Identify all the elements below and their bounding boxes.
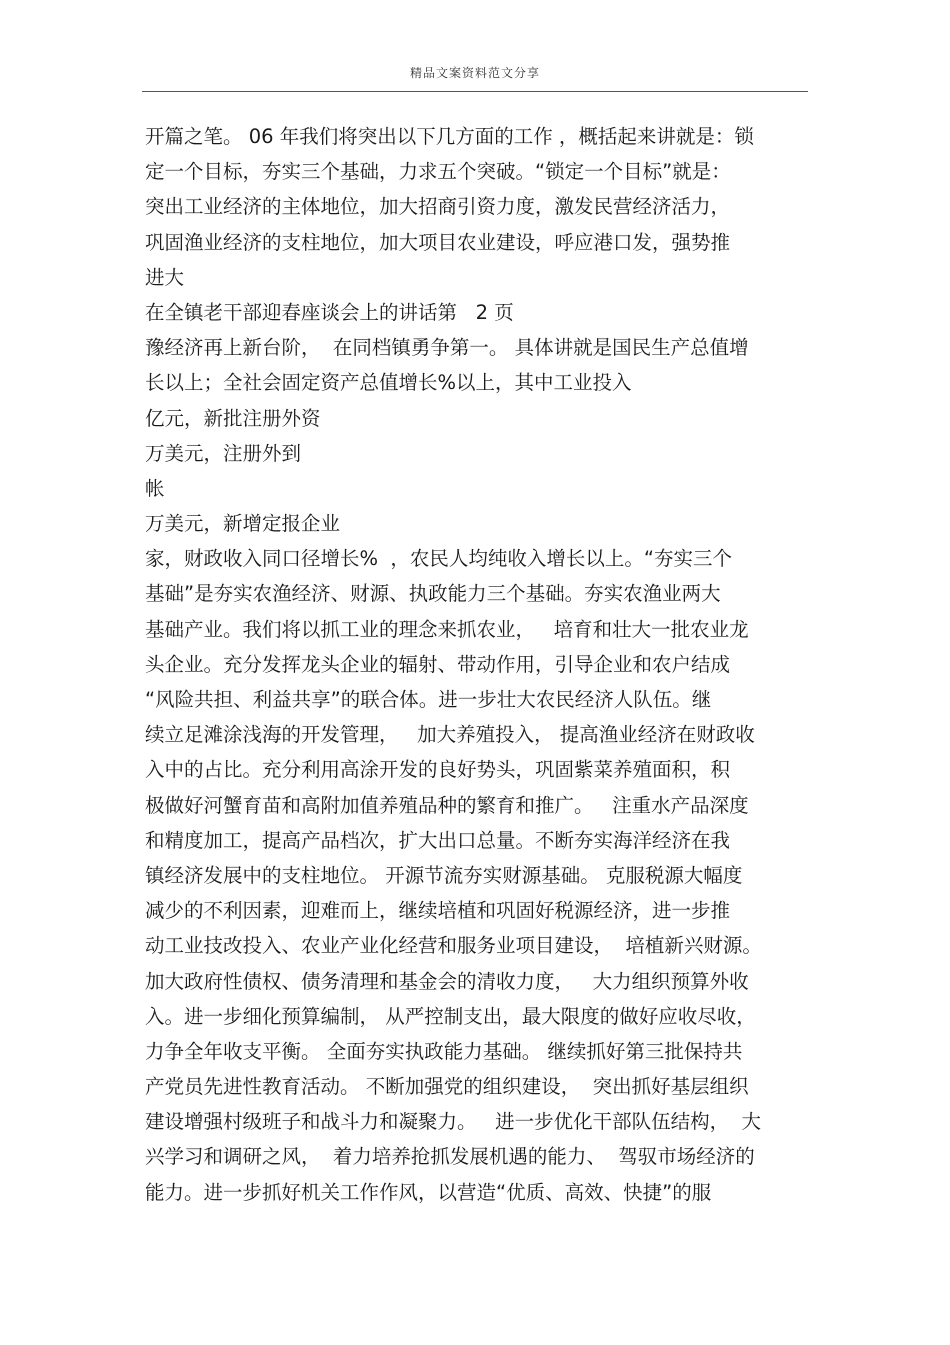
text-line: 进大 <box>145 265 185 289</box>
text-line: 开篇之笔。 06 年我们将突出以下几方面的工作 ，概括起来讲就是：锁 <box>145 125 754 148</box>
page-footer-title: 在全镇老干部迎春座谈会上的讲话第 2 页 <box>145 300 514 324</box>
header-divider <box>142 91 808 92</box>
text-line: 基础”是夯实农渔经济、财源、执政能力三个基础。夯实农渔业两大 <box>145 582 721 606</box>
text-line: 长以上；全社会固定资产总值增长%以上，其中工业投入 <box>145 371 632 395</box>
text-line: 镇经济发展中的支柱地位。 开源节流夯实财源基础。 克服税源大幅度 <box>145 863 743 887</box>
text-line: 基础产业。我们将以抓工业的理念来抓农业， 培育和壮大一批农业龙 <box>145 617 749 641</box>
text-line: 亿元，新批注册外资 <box>145 406 321 430</box>
text-line: “风险共担、利益共享”的联合体。进一步壮大农民经济人队伍。继 <box>145 688 712 711</box>
text-line: 和精度加工，提高产品档次，扩大出口总量。不断夯实海洋经济在我 <box>145 828 731 852</box>
text-line: 定一个目标，夯实三个基础，力求五个突破。“锁定一个目标”就是： <box>145 160 731 184</box>
text-line: 豫经济再上新台阶， 在同档镇勇争第一。 具体讲就是国民生产总值增 <box>145 336 749 360</box>
text-line: 入。进一步细化预算编制， 从严控制支出，最大限度的做好应收尽收， <box>145 1004 756 1028</box>
text-line: 建设增强村级班子和战斗力和凝聚力。 进一步优化干部队伍结构， 大 <box>145 1110 761 1134</box>
text-line: 能力。进一步抓好机关工作作风，以营造“优质、高效、快捷”的服 <box>145 1180 712 1204</box>
text-line: 加大政府性债权、债务清理和基金会的清收力度， 大力组织预算外收 <box>145 969 749 993</box>
document-body <box>145 119 815 1210</box>
text-line: 家，财政收入同口径增长% ，农民人均纯收入增长以上。“夯实三个 <box>145 547 733 571</box>
text-line: 产党员先进性教育活动。 不断加强党的组织建设， 突出抓好基层组织 <box>145 1075 749 1099</box>
text-line: 入中的占比。充分利用高涂开发的良好势头，巩固紫菜养殖面积，积 <box>145 758 731 782</box>
text-line: 续立足滩涂浅海的开发管理， 加大养殖投入， 提高渔业经济在财政收 <box>145 723 755 747</box>
text-line: 万美元，注册外到 <box>145 441 302 465</box>
text-line: 动工业技改投入、农业产业化经营和服务业项目建设， 培植新兴财源。 <box>145 934 762 958</box>
text-line: 极做好河蟹育苗和高附加值养殖品种的繁育和推广。 注重水产品深度 <box>145 793 749 817</box>
text-line: 减少的不利因素，迎难而上，继续培植和巩固好税源经济，进一步推 <box>145 899 731 923</box>
text-line: 力争全年收支平衡。 全面夯实执政能力基础。 继续抓好第三批保持共 <box>145 1039 743 1063</box>
text-line: 兴学习和调研之风， 着力培养抢抓发展机遇的能力、 驾驭市场经济的 <box>145 1145 755 1169</box>
text-line: 突出工业经济的主体地位，加大招商引资力度，激发民营经济活力， <box>145 195 731 219</box>
text-line: 巩固渔业经济的支柱地位，加大项目农业建设，呼应港口发，强势推 <box>145 230 731 254</box>
text-line: 万美元，新增定报企业 <box>145 512 341 536</box>
text-line: 头企业。充分发挥龙头企业的辐射、带动作用，引导企业和农户结成 <box>145 652 731 676</box>
text-line: 帐 <box>145 476 165 500</box>
page-header: 精品文案资料范文分享 <box>409 66 540 80</box>
